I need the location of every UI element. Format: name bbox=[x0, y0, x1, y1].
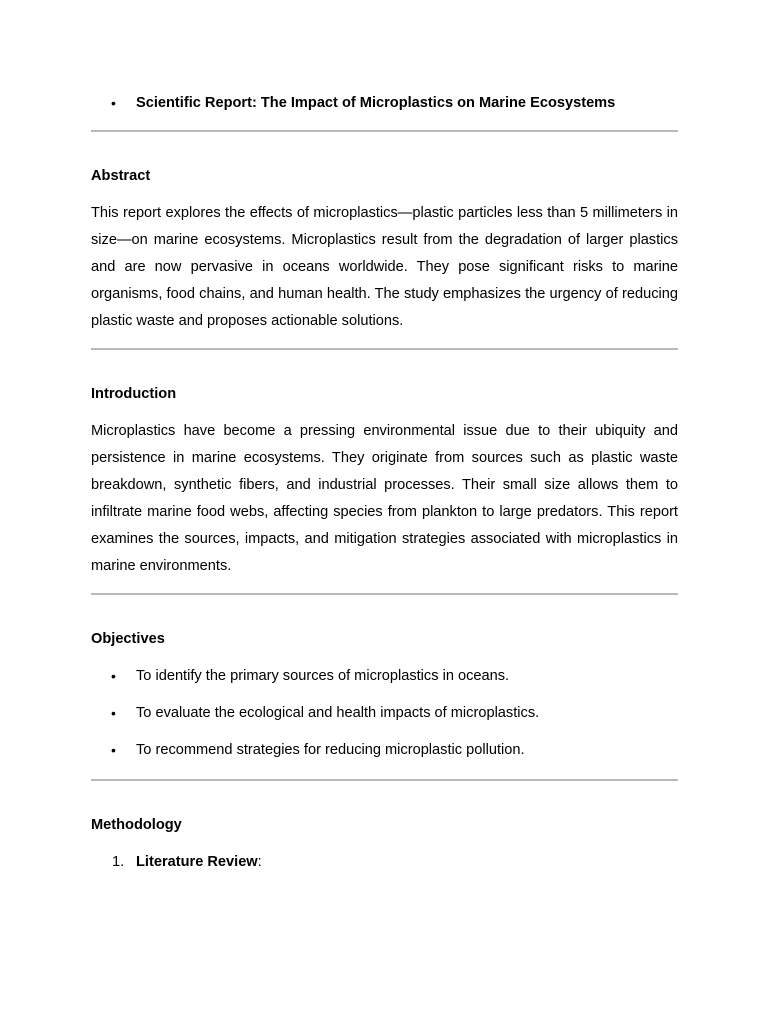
methodology-item-label: Literature Review bbox=[136, 854, 258, 870]
methodology-item-suffix: : bbox=[257, 854, 262, 870]
objective-text: To identify the primary sources of microplastics in oceans. bbox=[136, 668, 510, 684]
introduction-heading: Introduction bbox=[91, 386, 177, 402]
objective-list-item bbox=[91, 740, 678, 760]
horizontal-divider bbox=[91, 593, 678, 595]
objective-text: To evaluate the ecological and health impacts of microplastics. bbox=[136, 705, 540, 721]
objective-list-item bbox=[91, 703, 678, 723]
bullet-marker: • bbox=[111, 742, 116, 758]
objective-list-item bbox=[91, 666, 678, 686]
methodology-list-item bbox=[91, 852, 678, 872]
report-title: Scientific Report: The Impact of Microplastics on Marine Ecosystems bbox=[136, 95, 616, 111]
abstract-heading: Abstract bbox=[91, 168, 151, 184]
objective-text: To recommend strategies for reducing microplastic pollution. bbox=[136, 742, 525, 758]
list-number: 1. bbox=[112, 854, 125, 870]
bullet-marker: • bbox=[111, 668, 116, 684]
horizontal-divider bbox=[91, 130, 678, 132]
horizontal-divider bbox=[91, 779, 678, 781]
horizontal-divider bbox=[91, 348, 678, 350]
methodology-heading: Methodology bbox=[91, 817, 182, 833]
methodology-item-text bbox=[136, 852, 262, 872]
objectives-heading: Objectives bbox=[91, 631, 165, 647]
bullet-marker: • bbox=[111, 705, 116, 721]
bullet-marker: • bbox=[111, 95, 116, 111]
introduction-paragraph: Microplastics have become a pressing environmental issue due to their ubiquity and persistence in marine ecosystems. They originate from sources such as plastic waste breakdown, synthetic fibers, and industrial processes. Their small size allows them to infiltrate marine food webs, affecting species from plankton to large predators. This report examines the sources, impacts, and mitigation strategies associated with microplastics in marine environments. bbox=[91, 423, 678, 574]
title-bullet-item bbox=[91, 93, 678, 113]
abstract-paragraph: This report explores the effects of microplastics—plastic particles less than 5 millimeters in size—on marine ecosystems. Microplastics result from the degradation of larger plastics and are now pervasive in oceans worldwide. They pose significant risks to marine organisms, food chains, and human health. The study emphasizes the urgency of reducing plastic waste and proposes actionable solutions. bbox=[91, 205, 678, 329]
